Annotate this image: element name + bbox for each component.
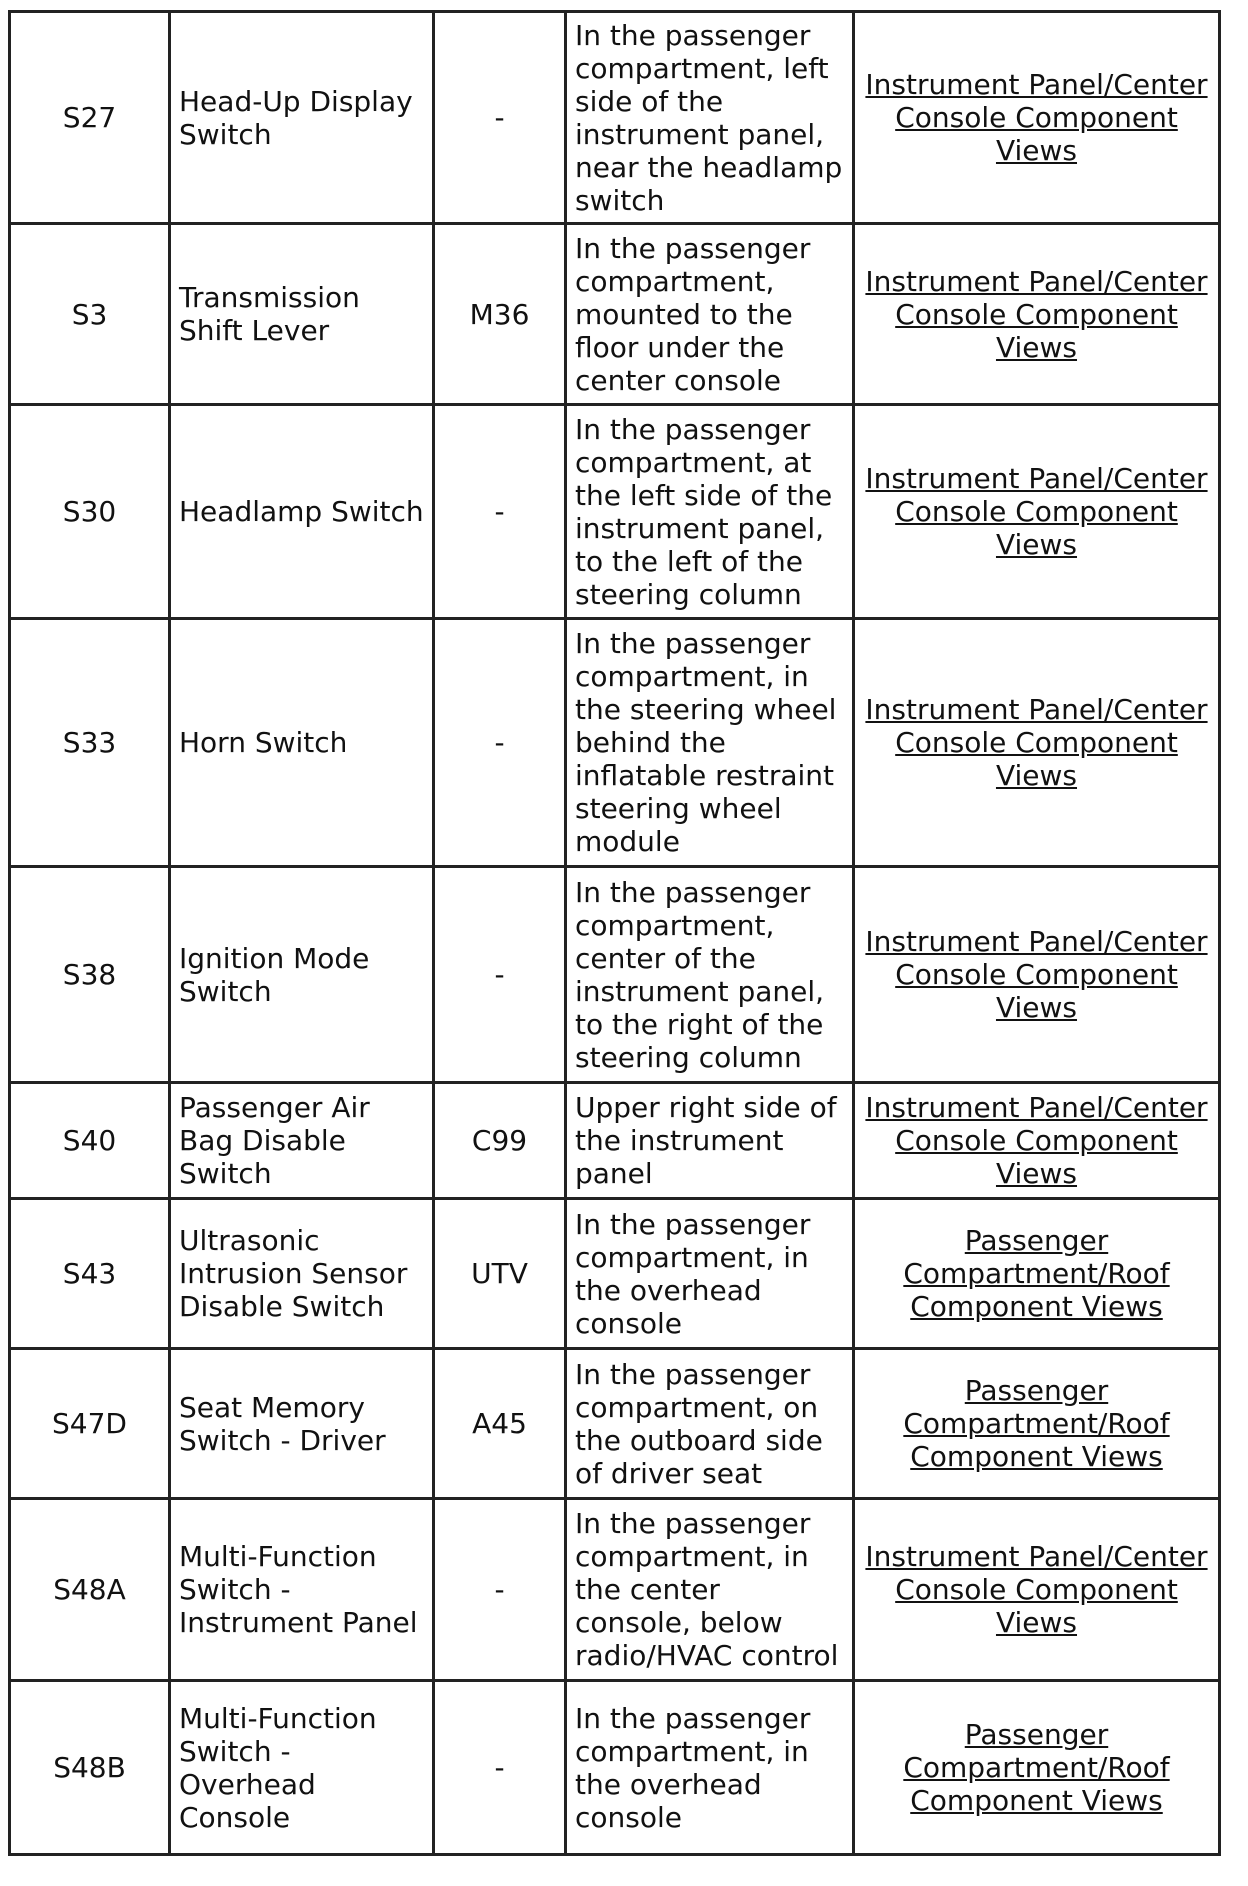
table-row bbox=[10, 1681, 1220, 1855]
component-name: Multi-Function Switch - Instrument Panel bbox=[170, 1499, 434, 1681]
component-location: In the passenger compartment, at the left side of the instrument panel, to the left of the steering column bbox=[566, 405, 854, 619]
component-view-cell bbox=[854, 1083, 1220, 1199]
component-location: In the passenger compartment, center of the instrument panel, to the right of the steering column bbox=[566, 867, 854, 1083]
component-id: S38 bbox=[10, 867, 170, 1083]
component-view-link[interactable]: Instrument Panel/Center Console Component Views bbox=[865, 1540, 1208, 1639]
component-name: Horn Switch bbox=[170, 619, 434, 867]
connector-id: - bbox=[434, 867, 566, 1083]
component-table-body bbox=[10, 12, 1220, 1855]
connector-id: - bbox=[434, 1499, 566, 1681]
component-location: Upper right side of the instrument panel bbox=[566, 1083, 854, 1199]
table-row bbox=[10, 1083, 1220, 1199]
component-location: In the passenger compartment, left side of the instrument panel, near the headlamp switch bbox=[566, 12, 854, 224]
component-location: In the passenger compartment, mounted to the floor under the center console bbox=[566, 224, 854, 405]
component-view-cell bbox=[854, 1499, 1220, 1681]
table-row bbox=[10, 12, 1220, 224]
component-id: S48B bbox=[10, 1681, 170, 1855]
component-location: In the passenger compartment, in the steering wheel behind the inflatable restraint steering wheel module bbox=[566, 619, 854, 867]
component-view-cell bbox=[854, 12, 1220, 224]
component-id: S30 bbox=[10, 405, 170, 619]
component-view-link[interactable]: Instrument Panel/Center Console Component Views bbox=[865, 693, 1208, 792]
component-view-link[interactable]: Passenger Compartment/Roof Component Views bbox=[903, 1718, 1170, 1817]
component-location: In the passenger compartment, in the center console, below radio/HVAC control bbox=[566, 1499, 854, 1681]
table-row bbox=[10, 619, 1220, 867]
table-row bbox=[10, 867, 1220, 1083]
component-name: Ultrasonic Intrusion Sensor Disable Switch bbox=[170, 1199, 434, 1349]
component-id: S27 bbox=[10, 12, 170, 224]
component-location: In the passenger compartment, in the overhead console bbox=[566, 1199, 854, 1349]
component-name: Seat Memory Switch - Driver bbox=[170, 1349, 434, 1499]
component-view-cell bbox=[854, 1199, 1220, 1349]
connector-id: UTV bbox=[434, 1199, 566, 1349]
component-view-link[interactable]: Instrument Panel/Center Console Component Views bbox=[865, 264, 1208, 364]
connector-id: - bbox=[434, 405, 566, 619]
component-name: Passenger Air Bag Disable Switch bbox=[170, 1083, 434, 1199]
table-row bbox=[10, 224, 1220, 405]
connector-id: - bbox=[434, 619, 566, 867]
component-location: In the passenger compartment, on the outboard side of driver seat bbox=[566, 1349, 854, 1499]
component-view-link[interactable]: Passenger Compartment/Roof Component Views bbox=[903, 1224, 1170, 1323]
connector-id: - bbox=[434, 1681, 566, 1855]
component-view-link[interactable]: Instrument Panel/Center Console Component Views bbox=[865, 462, 1208, 561]
component-name: Ignition Mode Switch bbox=[170, 867, 434, 1083]
component-view-link[interactable]: Instrument Panel/Center Console Component Views bbox=[865, 1091, 1208, 1190]
component-view-cell bbox=[854, 619, 1220, 867]
component-name: Headlamp Switch bbox=[170, 405, 434, 619]
component-id: S47D bbox=[10, 1349, 170, 1499]
table-row bbox=[10, 1349, 1220, 1499]
component-id: S48A bbox=[10, 1499, 170, 1681]
table-row bbox=[10, 1499, 1220, 1681]
component-view-cell bbox=[854, 1681, 1220, 1855]
component-view-cell bbox=[854, 224, 1220, 405]
component-id: S3 bbox=[10, 224, 170, 405]
component-id: S33 bbox=[10, 619, 170, 867]
component-name: Head-Up Display Switch bbox=[170, 12, 434, 224]
connector-id: A45 bbox=[434, 1349, 566, 1499]
component-id: S43 bbox=[10, 1199, 170, 1349]
component-location: In the passenger compartment, in the overhead console bbox=[566, 1681, 854, 1855]
component-view-link[interactable]: Passenger Compartment/Roof Component Views bbox=[903, 1374, 1170, 1473]
component-id: S40 bbox=[10, 1083, 170, 1199]
component-table bbox=[8, 10, 1221, 1856]
table-row bbox=[10, 1199, 1220, 1349]
component-view-cell bbox=[854, 1349, 1220, 1499]
connector-id: M36 bbox=[434, 224, 566, 405]
component-view-cell bbox=[854, 405, 1220, 619]
component-name: Multi-Function Switch - Overhead Console bbox=[170, 1681, 434, 1855]
table-row bbox=[10, 405, 1220, 619]
component-name: Transmission Shift Lever bbox=[170, 224, 434, 405]
connector-id: - bbox=[434, 12, 566, 224]
component-view-link[interactable]: Instrument Panel/Center Console Component Views bbox=[865, 925, 1208, 1024]
component-view-cell bbox=[854, 867, 1220, 1083]
connector-id: C99 bbox=[434, 1083, 566, 1199]
component-view-link[interactable]: Instrument Panel/Center Console Component Views bbox=[865, 68, 1208, 167]
